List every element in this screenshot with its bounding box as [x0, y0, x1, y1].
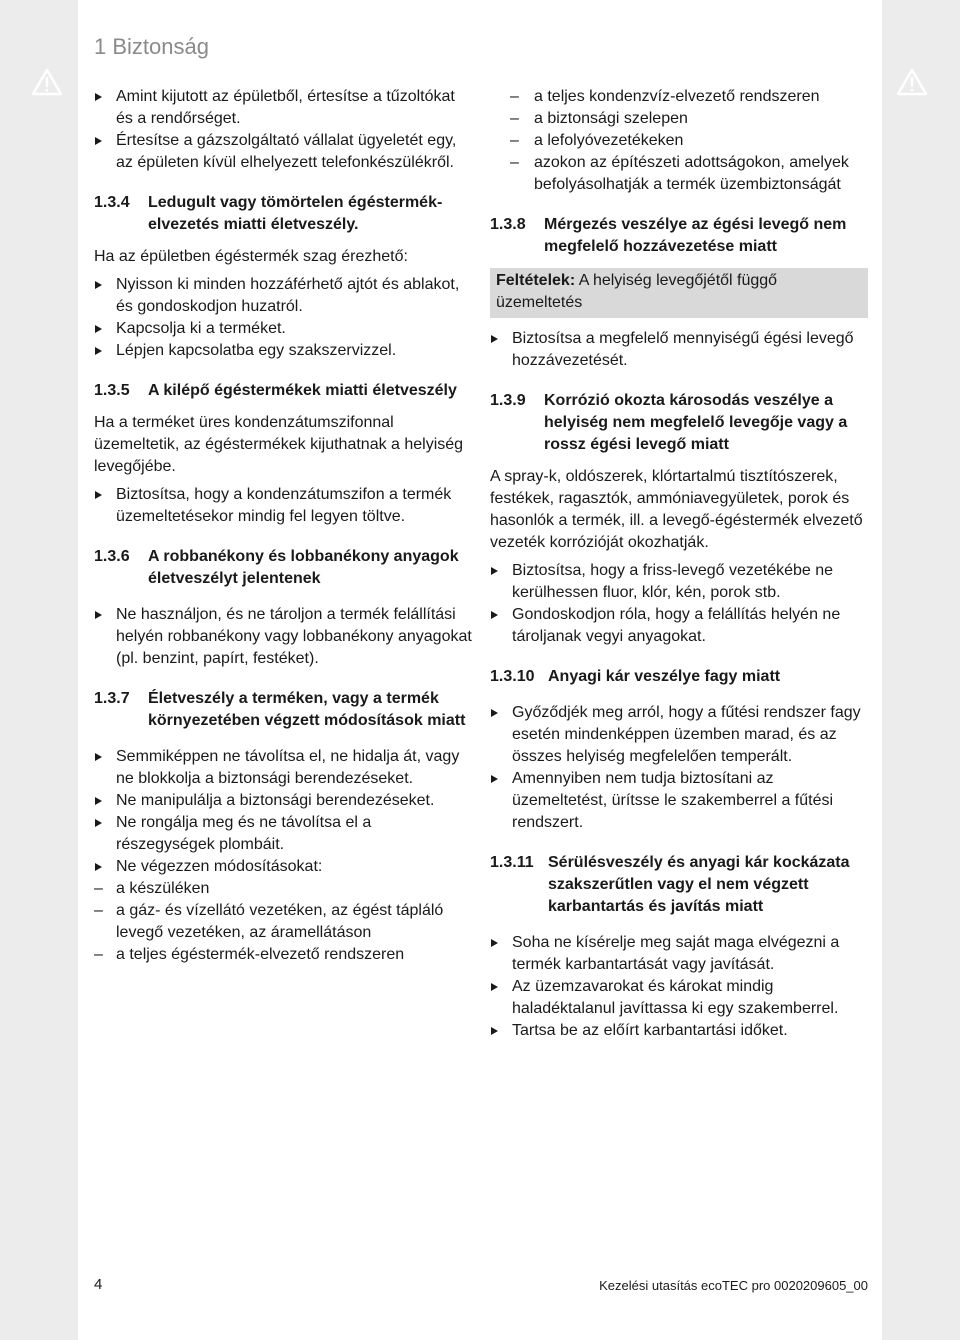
dash-item: – a biztonsági szelepen [490, 108, 868, 130]
section-title: 1 Biztonság [94, 34, 209, 59]
bullet-item: Győződjék meg arról, hogy a fűtési rendszer fagy esetén mindenképpen üzemben marad, és az összes helyiség megfelelően temperált. [490, 702, 868, 768]
bullet-item: Az üzemzavarokat és károkat mindig haladéktalanul javíttassa ki egy szakemberrel. [490, 976, 868, 1020]
heading-1-3-9 [490, 390, 868, 456]
footer-text: Kezelési utasítás ecoTEC pro 0020209605_00 [599, 1278, 868, 1293]
bullet-item: Ne használjon, és ne tároljon a termék felállítási helyén robbanékony vagy lobbanékony anyagokat (pl. benzint, papírt, festéket). [94, 604, 472, 670]
heading-title: A robbanékony és lobbanékony anyagok életveszélyt jelentenek [148, 548, 459, 587]
page-number: 4 [94, 1276, 103, 1293]
bullet-item: Biztosítsa a megfelelő mennyiségű égési levegő hozzávezetését. [490, 328, 868, 372]
heading-number: 1.3.11 [490, 854, 534, 871]
bullet-item: Gondoskodjon róla, hogy a felállítás helyén ne tároljanak vegyi anyagokat. [490, 604, 868, 648]
heading-1-3-8 [490, 214, 868, 258]
heading-1-3-4 [94, 192, 472, 236]
bullet-item: Nyisson ki minden hozzáférhető ajtót és ablakot, és gondoskodjon huzatról. [94, 274, 472, 318]
condition-text: A helyiség levegőjétől függő üzemeltetés [496, 272, 778, 311]
heading-number: 1.3.6 [94, 548, 130, 565]
heading-title: Korrózió okozta károsodás veszélye a helyiség nem megfelelő levegője vagy a rossz égési levegő miatt [544, 392, 848, 453]
heading-number: 1.3.10 [490, 668, 535, 685]
heading-number: 1.3.9 [490, 392, 526, 409]
dash-item: – a teljes kondenzvíz-elvezető rendszeren [490, 86, 868, 108]
heading-title: Sérülésveszély és anyagi kár kockázata szakszerűtlen vagy el nem végzett karbantartás és javítás miatt [548, 854, 850, 915]
paragraph: Ha a terméket üres kondenzátumszifonnal üzemeltetik, az égéstermékek kijuthatnak a helyiség levegőjébe. [94, 414, 464, 475]
bullet-item: Amint kijutott az épületből, értesítse a tűzoltókat és a rendőrséget. [94, 86, 472, 130]
dash-item: – a készüléken [94, 878, 472, 900]
bullet-item: Ne végezzen módosításokat: [94, 856, 472, 878]
bullet-item: Tartsa be az előírt karbantartási időket. [490, 1020, 868, 1042]
heading-title: Mérgezés veszélye az égési levegő nem megfelelő hozzávezetése miatt [544, 216, 847, 255]
bullet-item: Semmiképpen ne távolítsa el, ne hidalja át, vagy ne blokkolja a biztonsági berendezéseket. [94, 746, 472, 790]
heading-title: Ledugult vagy tömörtelen égéstermék-elvezetés miatti életveszély. [148, 194, 443, 233]
heading-number: 1.3.5 [94, 382, 130, 399]
bullet-item: Kapcsolja ki a terméket. [94, 318, 472, 340]
heading-1-3-7 [94, 688, 472, 732]
heading-1-3-6 [94, 546, 472, 590]
warning-triangle-icon [896, 68, 928, 96]
heading-title: Életveszély a terméken, vagy a termék környezetében végzett módosítások miatt [148, 690, 466, 729]
heading-number: 1.3.4 [94, 194, 130, 211]
heading-title: A kilépő égéstermékek miatti életveszély [148, 382, 457, 399]
bullet-item: Ne manipulálja a biztonsági berendezéseket. [94, 790, 472, 812]
bullet-item: Amennyiben nem tudja biztosítani az üzemeltetést, ürítsse le szakemberrel a fűtési rendszert. [490, 768, 868, 834]
bullet-item: Biztosítsa, hogy a friss-levegő vezetékébe ne kerülhessen fluor, klór, kén, porok stb. [490, 560, 868, 604]
heading-1-3-11 [490, 852, 868, 918]
left-margin-strip [0, 0, 78, 1340]
dash-item: – a lefolyóvezetékeken [490, 130, 868, 152]
bullet-item: Lépjen kapcsolatba egy szakszervizzel. [94, 340, 472, 362]
heading-number: 1.3.8 [490, 216, 526, 233]
bullet-item: Soha ne kísérelje meg saját maga elvégezni a termék karbantartását vagy javítását. [490, 932, 868, 976]
paragraph: A spray-k, oldószerek, klórtartalmú tisztítószerek, festékek, ragasztók, ammóniavegyületek, porok és hasonlók a termék, ill. a levegő-égéstermék elvezető vezeték korrózióját okozhatják. [490, 468, 863, 551]
right-margin-strip [882, 0, 960, 1340]
heading-title: Anyagi kár veszélye fagy miatt [548, 668, 781, 685]
right-column [490, 86, 868, 1042]
left-column [94, 86, 472, 966]
dash-item: – a gáz- és vízellátó vezetéken, az égést tápláló levegő vezetéken, az áramellátáson [94, 900, 472, 944]
dash-item: – a teljes égéstermék-elvezető rendszeren [94, 944, 472, 966]
bullet-item: Biztosítsa, hogy a kondenzátumszifon a termék üzemeltetésekor mindig fel legyen töltve. [94, 484, 472, 528]
condition-box [490, 268, 868, 318]
paragraph: Ha az épületben égéstermék szag érezhető: [94, 248, 408, 265]
bullet-item: Értesítse a gázszolgáltató vállalat ügyeletét egy, az épületen kívül elhelyezett telefonkészülékről. [94, 130, 472, 174]
condition-label: Feltételek: [496, 272, 576, 289]
warning-triangle-icon [31, 68, 63, 96]
heading-1-3-5 [94, 380, 472, 402]
bullet-item: Ne rongálja meg és ne távolítsa el a részegységek plombáit. [94, 812, 472, 856]
heading-number: 1.3.7 [94, 690, 130, 707]
heading-1-3-10 [490, 666, 868, 688]
dash-item: – azokon az építészeti adottságokon, amelyek befolyásolhatják a termék üzembiztonságát [490, 152, 868, 196]
